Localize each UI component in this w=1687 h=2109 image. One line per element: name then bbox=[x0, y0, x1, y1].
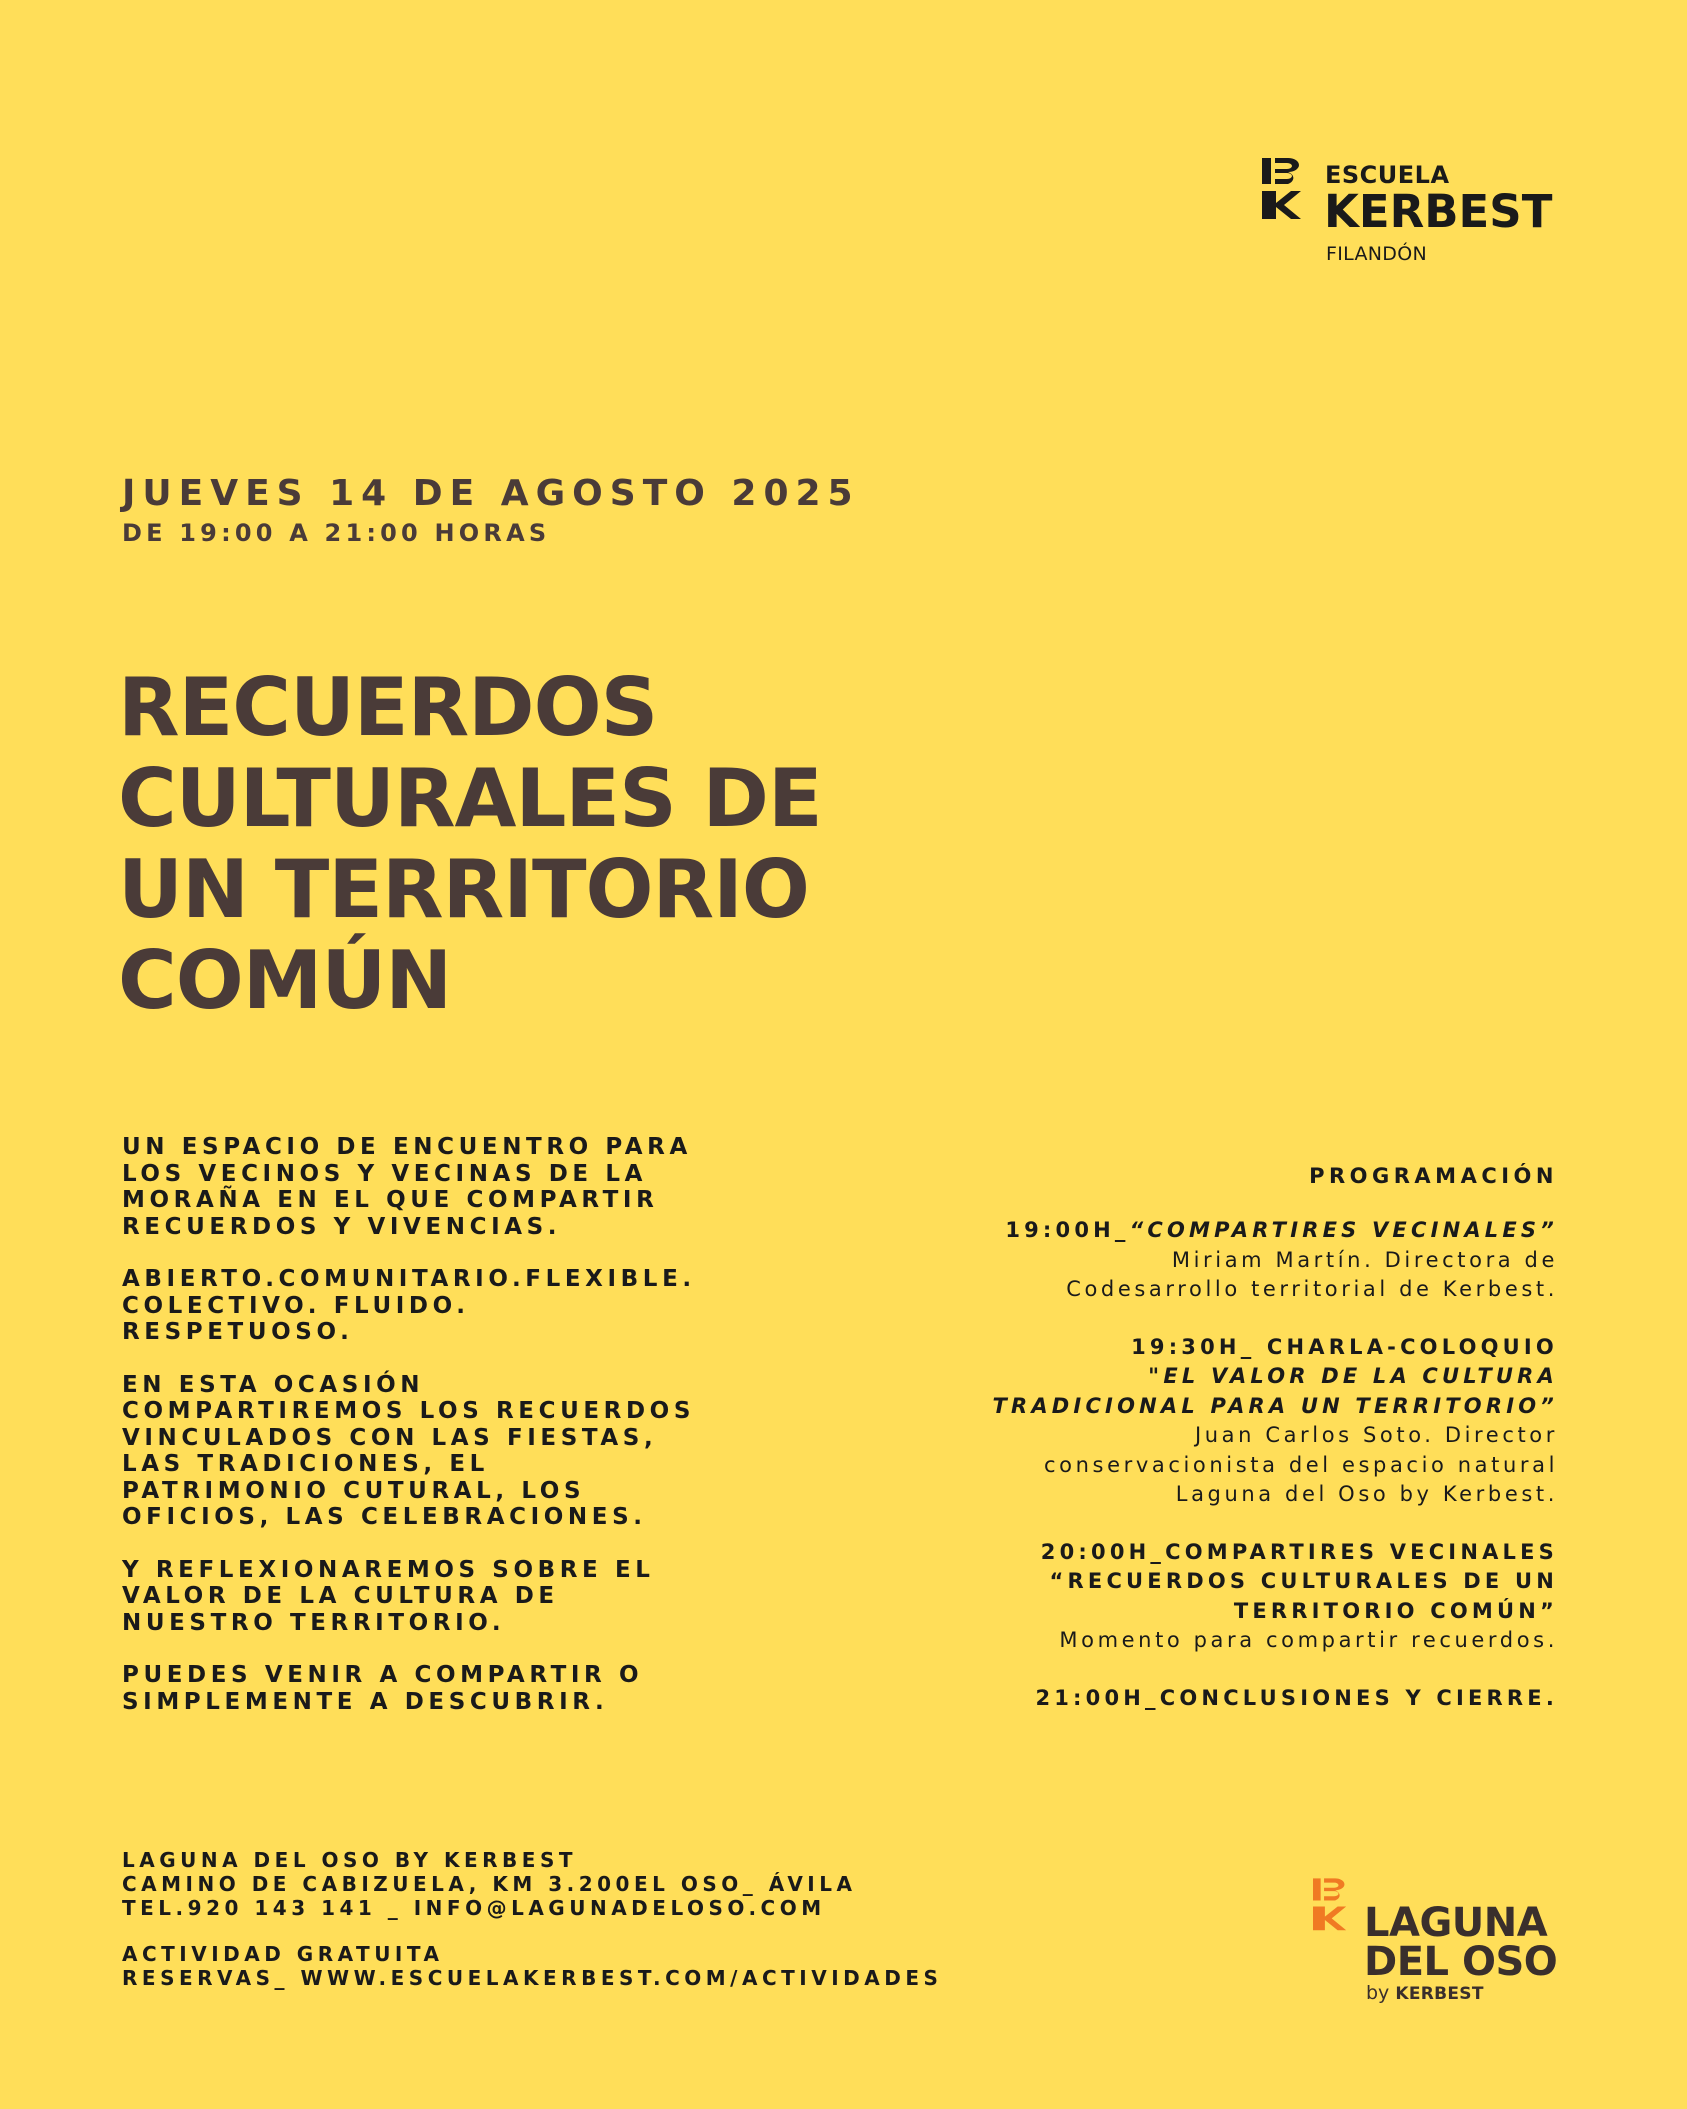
event-title bbox=[118, 662, 822, 1026]
footer-venue: LAGUNA DEL OSO BY KERBEST bbox=[122, 1848, 578, 1872]
footer-contact: TEL.920 143 141 _ INFO@LAGUNADELOSO.COM bbox=[122, 1896, 826, 1920]
logo-escuela-text: ESCUELA bbox=[1325, 161, 1450, 189]
title-line: COMÚN bbox=[118, 934, 452, 1027]
intro-line: COLECTIVO. FLUIDO. bbox=[122, 1292, 470, 1319]
intro-line: COMPARTIREMOS LOS RECUERDOS bbox=[122, 1398, 695, 1424]
logo-by-brand: KERBEST bbox=[1395, 1984, 1484, 2004]
intro-line: UN ESPACIO DE ENCUENTRO PARA bbox=[122, 1134, 692, 1160]
title-line: RECUERDOS bbox=[118, 661, 658, 754]
program-desc: Juan Carlos Soto. Director bbox=[1194, 1423, 1558, 1447]
intro-line: ABIERTO.COMUNITARIO.FLEXIBLE. bbox=[122, 1266, 696, 1292]
escuela-kerbest-logo bbox=[1262, 155, 1592, 270]
event-date: JUEVES 14 DE AGOSTO 2025 bbox=[122, 473, 860, 514]
intro-text bbox=[122, 1134, 762, 1741]
program-item-3 bbox=[992, 1538, 1558, 1656]
program-item-head: 21:00H_CONCLUSIONES Y CIERRE. bbox=[1035, 1685, 1558, 1710]
program-title: “RECUERDOS CULTURALES DE UN bbox=[1049, 1569, 1558, 1593]
laguna-mark-icon bbox=[1313, 1878, 1347, 1940]
intro-line: VINCULADOS CON LAS FIESTAS, bbox=[122, 1424, 658, 1451]
program-title: “COMPARTIRES VECINALES” bbox=[1129, 1218, 1558, 1242]
logo-by-text: by bbox=[1366, 1982, 1390, 2004]
program-item-2 bbox=[992, 1333, 1558, 1510]
intro-line: RECUERDOS Y VIVENCIAS. bbox=[122, 1213, 562, 1240]
title-line: UN TERRITORIO bbox=[118, 843, 809, 936]
logo-del-oso-text: DEL OSO bbox=[1364, 1939, 1558, 1985]
intro-paragraph-1 bbox=[122, 1134, 762, 1240]
program-item-head: 20:00H_COMPARTIRES VECINALES bbox=[1040, 1539, 1558, 1564]
intro-line: VALOR DE LA CULTURA DE bbox=[122, 1583, 559, 1609]
intro-paragraph-5 bbox=[122, 1662, 762, 1715]
footer-address: CAMINO DE CABIZUELA, KM 3.200EL OSO_ ÁVILA bbox=[122, 1872, 857, 1896]
intro-line: LOS VECINOS Y VECINAS DE LA bbox=[122, 1160, 647, 1187]
intro-paragraph-2 bbox=[122, 1266, 762, 1346]
intro-line: LAS TRADICIONES, EL bbox=[122, 1451, 489, 1477]
program-title: "EL VALOR DE LA CULTURA bbox=[1148, 1364, 1558, 1388]
program-time: 19:00H_ bbox=[1005, 1218, 1130, 1242]
intro-line: PUEDES VENIR A COMPARTIR O bbox=[122, 1662, 644, 1688]
program-title: TRADICIONAL PARA UN TERRITORIO” bbox=[992, 1393, 1558, 1418]
program-title: TERRITORIO COMÚN” bbox=[1233, 1598, 1558, 1623]
logo-laguna-text: LAGUNA bbox=[1364, 1900, 1548, 1946]
laguna-del-oso-logo bbox=[1313, 1876, 1573, 2016]
program-item-4 bbox=[992, 1684, 1558, 1714]
program-desc: Miriam Martín. Directora de bbox=[1171, 1247, 1558, 1272]
intro-line: SIMPLEMENTE A DESCUBRIR. bbox=[122, 1688, 609, 1715]
logo-filandon-text: FILANDÓN bbox=[1326, 243, 1427, 265]
program-section bbox=[992, 1164, 1558, 1741]
intro-line: NUESTRO TERRITORIO. bbox=[122, 1609, 506, 1636]
intro-line: RESPETUOSO. bbox=[122, 1319, 354, 1345]
footer-reservations: RESERVAS_ WWW.ESCUELAKERBEST.COM/ACTIVIDADES bbox=[122, 1966, 943, 1990]
program-desc: conservacionista del espacio natural bbox=[1044, 1452, 1558, 1477]
logo-kerbest-text: KERBEST bbox=[1324, 185, 1553, 238]
intro-line: EN ESTA OCASIÓN bbox=[122, 1371, 425, 1398]
logo-by-line bbox=[1366, 1982, 1484, 2004]
kerbest-mark-icon bbox=[1262, 158, 1302, 230]
program-desc: Codesarrollo territorial de Kerbest. bbox=[1066, 1277, 1558, 1301]
program-desc: Laguna del Oso by Kerbest. bbox=[1175, 1482, 1558, 1506]
intro-paragraph-3 bbox=[122, 1372, 762, 1531]
footer-free-activity: ACTIVIDAD GRATUITA bbox=[122, 1942, 444, 1966]
intro-line: MORAÑA EN EL QUE COMPARTIR bbox=[122, 1187, 659, 1213]
intro-line: PATRIMONIO CUTURAL, LOS bbox=[122, 1477, 586, 1504]
footer-spacer bbox=[122, 1920, 942, 1942]
intro-line: Y REFLEXIONAREMOS SOBRE EL bbox=[122, 1556, 655, 1583]
title-line: CULTURALES DE bbox=[118, 752, 822, 845]
program-heading: PROGRAMACIÓN bbox=[1309, 1164, 1558, 1188]
footer-info bbox=[122, 1848, 942, 1990]
program-item-head bbox=[992, 1216, 1558, 1246]
program-item-head: 19:30H_ CHARLA-COLOQUIO bbox=[1131, 1334, 1558, 1359]
intro-line: OFICIOS, LAS CELEBRACIONES. bbox=[122, 1504, 647, 1530]
program-desc: Momento para compartir recuerdos. bbox=[1059, 1628, 1558, 1652]
event-time: DE 19:00 A 21:00 HORAS bbox=[122, 519, 551, 547]
intro-paragraph-4 bbox=[122, 1557, 762, 1637]
program-item-1 bbox=[992, 1216, 1558, 1305]
